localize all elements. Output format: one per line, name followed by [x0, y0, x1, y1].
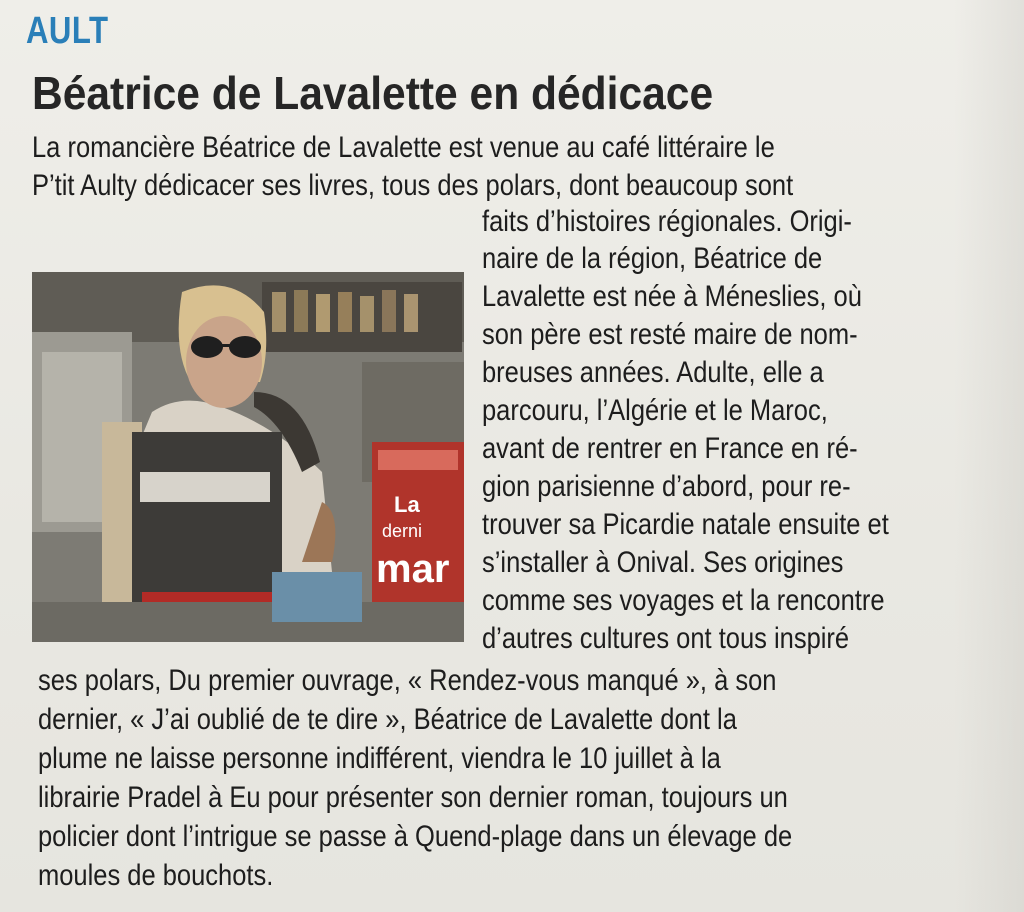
body-line: plume ne laisse personne indifférent, viendra le 10 juillet à la [38, 742, 721, 775]
body-line: avant de rentrer en France en ré- [482, 432, 858, 465]
article-headline: Béatrice de Lavalette en dédicace [32, 67, 714, 119]
book-cover-text: derni [382, 521, 423, 541]
body-line: s’installer à Onival. Ses origines [482, 546, 844, 579]
body-line: ses polars, Du premier ouvrage, « Rendez-vous manqué », à son [38, 664, 777, 697]
body-line: naire de la région, Béatrice de [482, 242, 823, 275]
author-photo [32, 272, 464, 642]
page-edge-shadow [954, 0, 1024, 912]
body-line: parcouru, l’Algérie et le Maroc, [482, 394, 828, 427]
body-line: P’tit Aulty dédicacer ses livres, tous des polars, dont beaucoup sont [32, 169, 794, 202]
book-cover-text: La [394, 492, 420, 517]
body-line: policier dont l’intrigue se passe à Quend-plage dans un élevage de [38, 820, 793, 853]
body-line: faits d’histoires régionales. Origi- [482, 205, 852, 238]
body-line: breuses années. Adulte, elle a [482, 356, 824, 389]
section-label: AULT [26, 10, 109, 52]
body-line: son père est resté maire de nom- [482, 318, 858, 351]
body-line: Lavalette est née à Méneslies, où [482, 280, 862, 313]
body-line: trouver sa Picardie natale ensuite et [482, 508, 889, 541]
body-line: gion parisienne d’abord, pour re- [482, 470, 851, 503]
body-line: comme ses voyages et la rencontre [482, 584, 885, 617]
body-line: La romancière Béatrice de Lavalette est venue au café littéraire le [32, 131, 775, 164]
body-line: d’autres cultures ont tous inspiré [482, 622, 850, 655]
body-line: librairie Pradel à Eu pour présenter son dernier roman, toujours un [38, 781, 788, 814]
body-line: dernier, « J’ai oublié de te dire », Béatrice de Lavalette dont la [38, 703, 737, 736]
body-line: moules de bouchots. [38, 859, 274, 892]
book-cover-text: mar [376, 547, 450, 591]
